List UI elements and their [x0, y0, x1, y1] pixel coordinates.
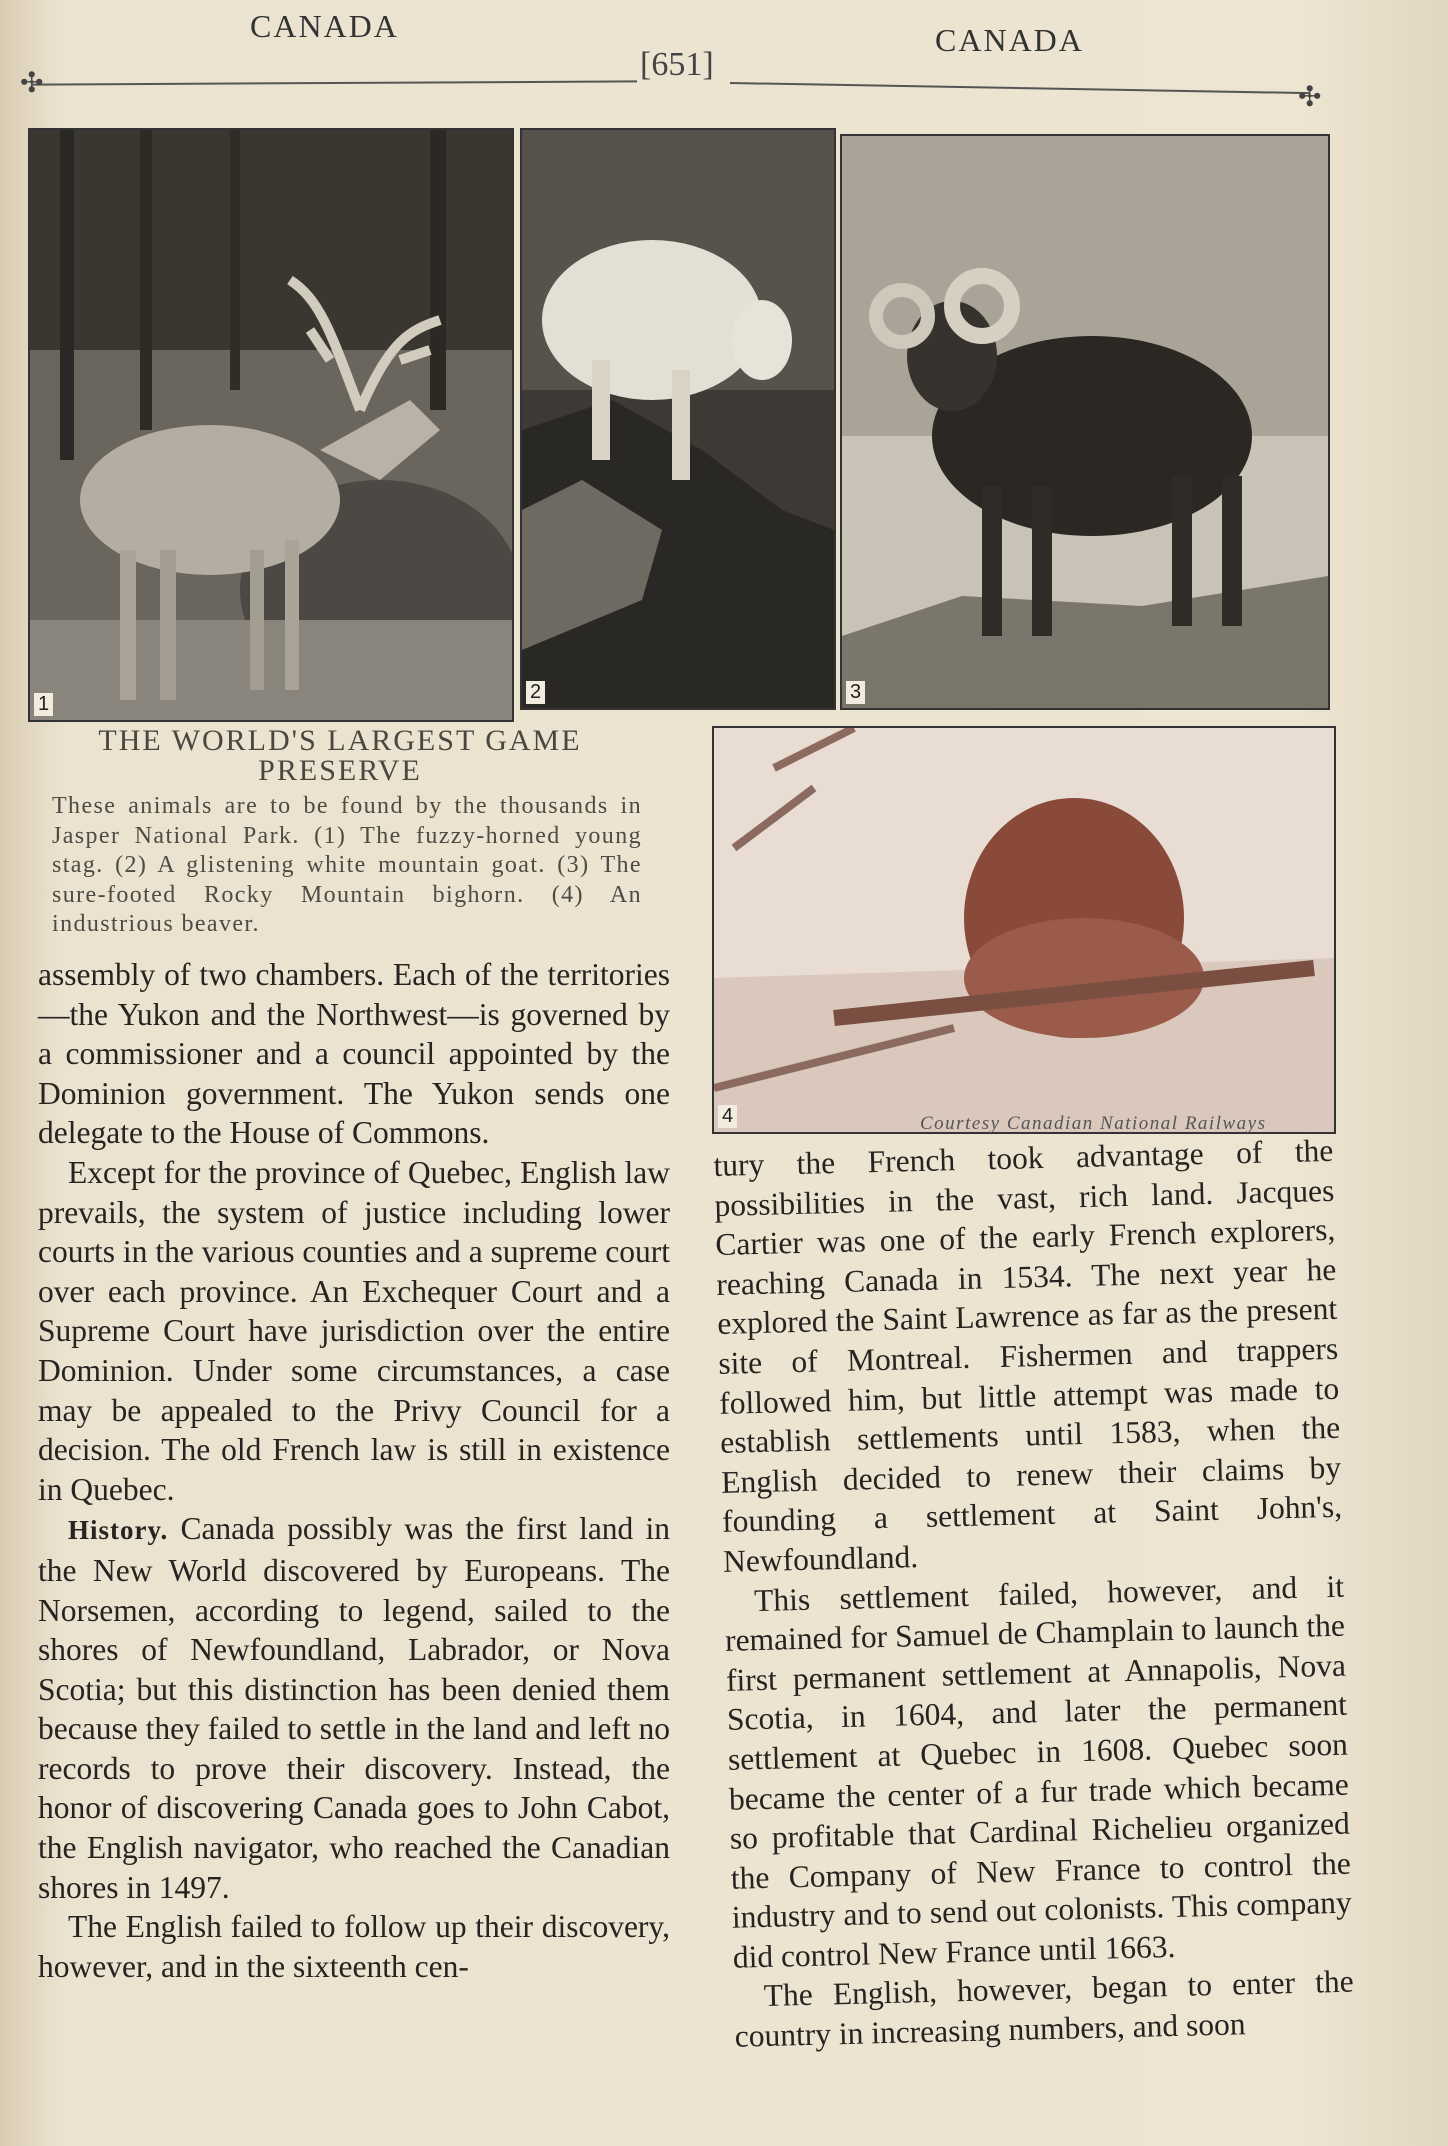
running-head-left: CANADA [250, 8, 399, 44]
caption-body: These animals are to be found by the thousands in Jasper National Park. (1) The fuzzy-horned young stag. (2) A glistening white mountain goat. (3) The sure-footed Rocky Mountain bighorn. (4) An industrious beaver. [52, 793, 642, 937]
paragraph: This settlement failed, however, and it remained for Samuel de Champlain to launch the first permanent settlement at Annapolis, Nova Scotia, in 1604, and later the permanent settlement at Quebec in 1608. Quebec soon became the center of a fur trade which became so profitable that Cardinal Richelieu organized the Company of New France to control the industry and to send out colonists. This company did control New France until 1663. [724, 1568, 1353, 1975]
photo-number: 1 [34, 693, 53, 716]
paragraph: tury the French took advantage of the possibilities in the vast, rich land. Jacques Cartier was one of the early French explorers, reaching Canada in 1534. The next year he explored the Saint Lawrence as far as the present site of Montreal. Fishermen and trappers followed him, but little attempt was made to establish settlements until 1583, when the English decided to renew their claims by founding a settlement at Saint John's, Newfoundland. [713, 1132, 1343, 1579]
paragraph: The English, however, began to enter the country in increasing numbers, and soon [734, 1964, 1355, 2054]
photo-number: 3 [846, 681, 865, 704]
photo-bighorn [840, 134, 1330, 710]
header-rule-right [730, 82, 1310, 94]
photo-number: 2 [526, 681, 545, 704]
paragraph: The English failed to follow up their discovery, however, and in the sixteenth cen- [38, 1909, 670, 1984]
page-number: [651] [640, 46, 714, 83]
photo-beaver [712, 726, 1336, 1134]
caption-title: THE WORLD'S LARGEST GAME PRESERVE [98, 724, 582, 787]
running-head-right: CANADA [935, 22, 1084, 58]
ornament-left-icon: ✣ [20, 66, 44, 99]
photo-stag [28, 128, 514, 722]
photo-mountain-goat [520, 128, 836, 710]
left-column [38, 955, 670, 1986]
paragraph-history [38, 1509, 670, 1907]
header-rule-left [32, 80, 637, 85]
paragraph-text: Canada possibly was the first land in the New World discovered by Europeans. The Norsemen, according to legend, sailed to the shores of Newfoundland, Labrador, or Nova Scotia; but this distinction has been denied them because they failed to settle in the land and left no records to prove their discovery. Instead, the honor of discovering Canada goes to John Cabot, the English navigator, who reached the Canadian shores in 1497. [38, 1511, 670, 1905]
paragraph: assembly of two chambers. Each of the territories—the Yukon and the Northwest—is governed by a commissioner and a council appointed by the Dominion government. The Yukon sends one delegate to the House of Commons. [38, 957, 670, 1151]
photo-credit: Courtesy Canadian National Railways [920, 1113, 1267, 1134]
right-column [713, 1131, 1355, 2057]
section-heading-history: History. [68, 1515, 169, 1546]
paragraph: Except for the province of Quebec, English law prevails, the system of justice including lower courts in the various counties and a supreme court over each province. An Exchequer Court and a Supreme Court have jurisdiction over the entire Dominion. Under some circumstances, a case may be appealed to the Privy Council for a decision. The old French law is still in existence in Quebec. [38, 1154, 670, 1507]
ornament-right-icon: ✣ [1298, 80, 1322, 113]
photo-number: 4 [718, 1105, 737, 1128]
